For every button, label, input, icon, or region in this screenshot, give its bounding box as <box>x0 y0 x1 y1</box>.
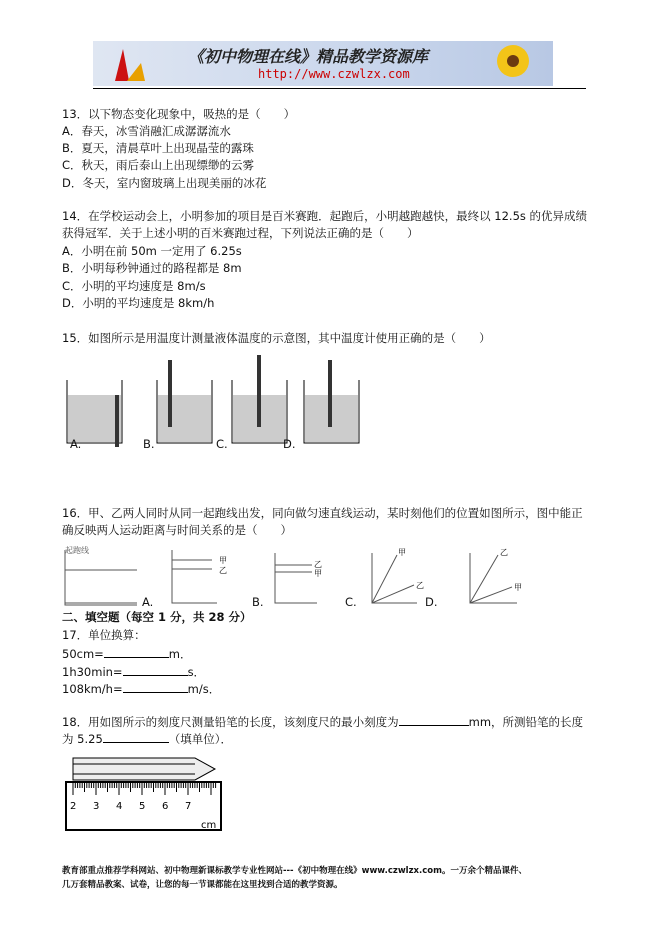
q15-stem: 15．如图所示是用温度计测量液体温度的示意图，其中温度计使用正确的是（ ） <box>62 331 491 345</box>
q16-label-c: C. <box>345 595 357 609</box>
q13-option-c: C．秋天，雨后泰山上出现缥缈的云雾 <box>62 158 255 172</box>
start-line-label: 起跑线 <box>65 546 89 555</box>
q17-item-2: 1h30min= s． <box>62 665 206 679</box>
q15-label-d: D. <box>283 437 296 451</box>
ruler-number: 7 <box>185 801 192 812</box>
banner-title: 《初中物理在线》精品教学资源库 <box>188 47 429 66</box>
q17-item-1: 50cm= m． <box>62 647 192 661</box>
svg-text:甲: 甲 <box>219 556 227 565</box>
ruler-number: 2 <box>70 801 77 812</box>
header-divider <box>93 88 586 89</box>
q15-label-b: B. <box>143 437 155 451</box>
svg-text:乙: 乙 <box>500 548 508 557</box>
answer-blank[interactable] <box>123 681 188 693</box>
answer-blank[interactable] <box>103 731 169 743</box>
q13-option-b: B．夏天，清晨草叶上出现晶莹的露珠 <box>62 141 254 155</box>
banner-url: http://www.czwlzx.com <box>258 67 410 81</box>
q16-stem-1: 16．甲、乙两人同时从同一起跑线出发，同向做匀速直线运动，某时刻他们的位置如图所示，图中能正 <box>62 506 583 520</box>
svg-text:乙: 乙 <box>416 581 424 590</box>
q17-item-3: 108km/h= m/s． <box>62 682 221 696</box>
q16-label-d: D. <box>425 595 438 609</box>
q17-stem: 17．单位换算： <box>62 628 146 642</box>
q14-option-a: A．小明在前 50m 一定用了 6.25s <box>62 244 242 258</box>
ruler-number: 3 <box>93 801 100 812</box>
q13-option-a: A．春天，冰雪消融汇成潺潺流水 <box>62 124 231 138</box>
svg-text:甲: 甲 <box>314 569 322 578</box>
section-2-heading: 二、填空题（每空 1 分，共 28 分） <box>62 610 252 624</box>
q15-label-c: C. <box>216 437 228 451</box>
q16-label-a: A. <box>142 595 154 609</box>
q18-stem-1: 18．用如图所示的刻度尺测量铅笔的长度，该刻度尺的最小刻度为 mm，所测铅笔的长度 <box>62 715 584 729</box>
ruler-number: 4 <box>116 801 123 812</box>
ruler-pencil-figure <box>65 752 225 834</box>
q14-option-b: B．小明每秒钟通过的路程都是 8m <box>62 261 242 275</box>
footer-line-1: 教育部重点推荐学科网站、初中物理新课标教学专业性网站---《初中物理在线》www.czwlzx.com。一万余个精品课件、 <box>62 866 527 876</box>
q13-option-d: D．冬天，室内窗玻璃上出现美丽的冰花 <box>62 176 267 190</box>
ruler-number: 6 <box>162 801 169 812</box>
answer-blank[interactable] <box>123 664 188 676</box>
answer-blank[interactable] <box>104 646 169 658</box>
svg-text:cm: cm <box>201 820 217 831</box>
q16-stem-2: 确反映两人运动距离与时间关系的是（ ） <box>62 523 292 537</box>
svg-text:甲: 甲 <box>514 583 522 592</box>
answer-blank[interactable] <box>399 714 469 726</box>
svg-text:乙: 乙 <box>219 566 227 575</box>
header-banner <box>93 41 553 86</box>
q14-option-c: C．小明的平均速度是 8m/s <box>62 279 206 293</box>
q15-label-a: A. <box>70 437 82 451</box>
q14-stem-1: 14．在学校运动会上，小明参加的项目是百米赛跑．起跑后，小明越跑越快，最终以 12.5s 的优异成绩 <box>62 209 588 223</box>
q14-stem-2: 获得冠军．关于上述小明的百米赛跑过程，下列说法正确的是（ ） <box>62 226 419 240</box>
svg-text:甲: 甲 <box>398 548 406 557</box>
svg-text:乙: 乙 <box>314 560 322 569</box>
motion-graphs-figure <box>62 545 562 610</box>
q18-stem-2: 为 5.25 （填单位）． <box>62 732 233 746</box>
footer-line-2: 几万套精品教案、试卷，让您的每一节课都能在这里找到合适的教学资源。 <box>62 880 343 890</box>
q14-option-d: D．小明的平均速度是 8km/h <box>62 296 215 310</box>
q13-stem: 13．以下物态变化现象中，吸热的是（ ） <box>62 107 296 121</box>
q16-label-b: B. <box>252 595 264 609</box>
ruler-number: 5 <box>139 801 146 812</box>
